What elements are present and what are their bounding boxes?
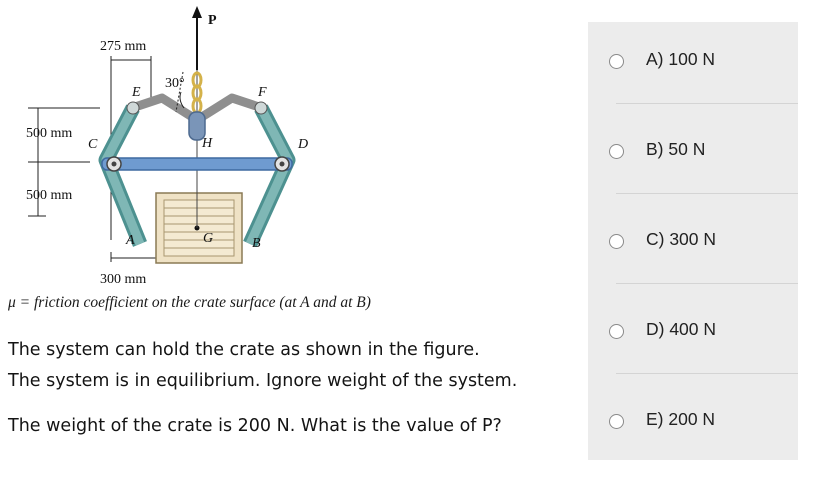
point-label-b: B	[252, 236, 261, 251]
option-b[interactable]	[588, 120, 798, 210]
divider	[616, 193, 798, 194]
dimension-left-lower-label: 500 mm	[26, 188, 73, 203]
question-line-2: The system is in equilibrium. Ignore weight of the system.	[8, 371, 518, 391]
point-label-f: F	[258, 85, 267, 100]
force-label-p: P	[208, 13, 217, 28]
question-line-1: The system can hold the crate as shown in the figure.	[8, 340, 480, 360]
horizontal-bar	[102, 157, 292, 171]
right-arm	[250, 102, 288, 244]
figure-caption: μ = friction coefficient on the crate surface (at A and at B)	[8, 294, 371, 311]
divider	[616, 283, 798, 284]
mechanism-figure	[0, 0, 560, 320]
point-label-e: E	[132, 85, 141, 100]
option-d[interactable]	[588, 300, 798, 390]
point-label-a: A	[126, 233, 135, 248]
divider	[616, 103, 798, 104]
dimension-top-label: 275 mm	[100, 39, 147, 54]
radio-button-icon[interactable]	[609, 234, 624, 249]
point-label-d: D	[298, 137, 309, 152]
question-line-3: The weight of the crate is 200 N. What is the value of P?	[8, 416, 502, 436]
option-b-label: B) 50 N	[646, 139, 706, 159]
option-a-label: A) 100 N	[646, 49, 716, 69]
angle-label: 30°	[165, 76, 185, 91]
answer-options-panel	[588, 22, 798, 460]
radio-button-icon[interactable]	[609, 324, 624, 339]
radio-button-icon[interactable]	[609, 54, 624, 69]
option-c-label: C) 300 N	[646, 229, 717, 249]
option-e[interactable]	[588, 390, 798, 480]
dimension-bottom-label: 300 mm	[100, 272, 147, 287]
point-label-c: C	[88, 137, 98, 152]
crate	[156, 193, 242, 263]
option-d-label: D) 400 N	[646, 319, 717, 339]
option-c[interactable]	[588, 210, 798, 300]
force-arrowhead	[192, 6, 202, 18]
option-a[interactable]	[588, 30, 798, 120]
dimension-left-upper-label: 500 mm	[26, 126, 73, 141]
point-label-g: G	[203, 231, 214, 246]
radio-button-icon[interactable]	[609, 144, 624, 159]
point-label-h: H	[202, 136, 213, 151]
radio-button-icon[interactable]	[609, 414, 624, 429]
option-e-label: E) 200 N	[646, 409, 716, 429]
divider	[616, 373, 798, 374]
